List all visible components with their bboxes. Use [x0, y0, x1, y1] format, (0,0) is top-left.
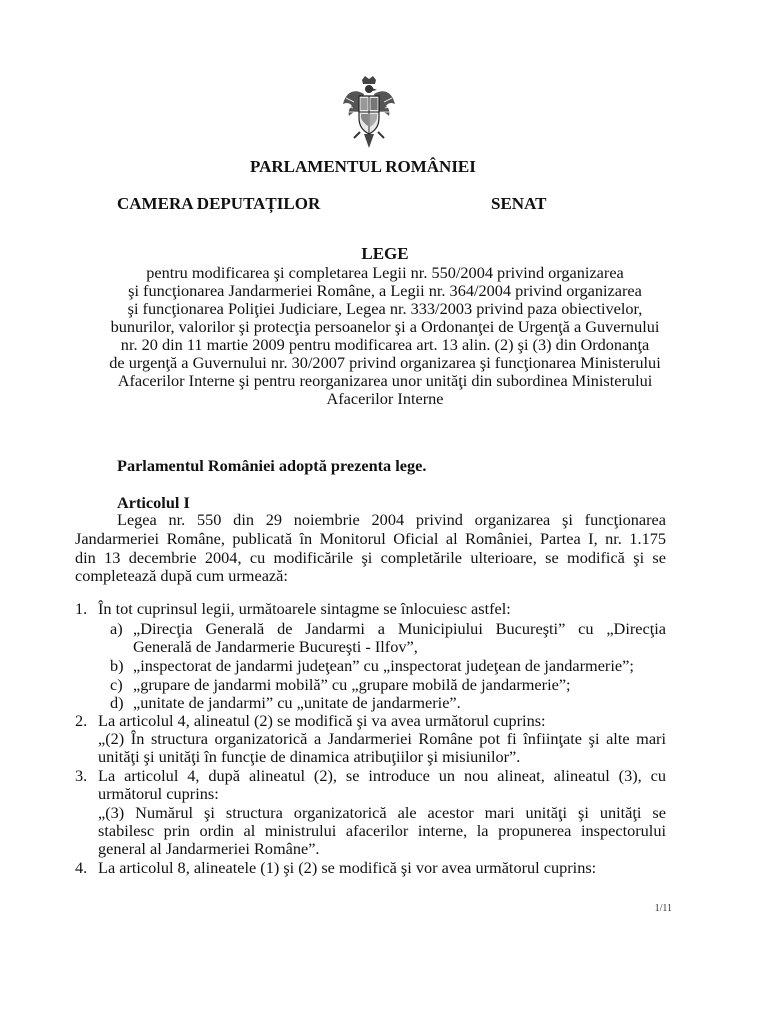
- article-intro-line: Jandarmeriei Române, publicată în Monitorul Oficial al României, Partea I, nr. 1.175: [75, 529, 666, 548]
- sub-item-letter: a): [110, 619, 123, 638]
- adoption-statement: Parlamentul României adoptă prezenta lege.: [117, 456, 427, 475]
- sub-item-text: „unitate de jandarmi” cu „unitate de jandarmerie”.: [133, 693, 461, 712]
- sub-item-text: Generală de Jandarmerie Bucureşti - Ilfov”,: [133, 637, 418, 656]
- list-item-text: La articolul 8, alineatele (1) şi (2) se modifică şi vor avea următorul cuprins:: [98, 858, 597, 877]
- law-title-line: şi funcţionarea Jandarmeriei Române, a Legii nr. 364/2004 privind organizarea: [128, 281, 642, 300]
- law-heading: LEGE: [361, 244, 409, 263]
- law-title-line: nr. 20 din 11 martie 2009 pentru modificarea art. 13 alin. (2) şi (3) din Ordonanţa: [120, 335, 650, 354]
- article-heading: Articolul I: [117, 493, 190, 512]
- article-intro-line: completează după cum urmează:: [75, 566, 288, 585]
- law-title-line: Afacerilor Interne şi pentru reorganizarea unor unităţi din subordinea Ministerului: [117, 371, 653, 390]
- quoted-text: „(2) În structura organizatorică a Jandarmeriei Române pot fi înfiinţate şi alte mari: [98, 729, 666, 748]
- law-title-line: bunurilor, valorilor şi protecţia persoanelor şi a Ordonanţei de Urgenţă a Guvernului: [110, 317, 660, 336]
- list-item-number: 4.: [75, 858, 88, 877]
- list-item-number: 2.: [75, 711, 88, 730]
- article-intro-line: din 13 decembrie 2004, cu modificările şi completările ulterioare, se modifică şi se: [75, 548, 666, 567]
- quoted-text: „(3) Numărul şi structura organizatorică ale acestor mari unităţi şi unităţi se: [98, 803, 666, 822]
- quoted-text: stabilesc prin ordin al ministrului afacerilor interne, la propunerea inspectorului: [98, 821, 666, 840]
- list-item-text: La articolul 4, după alineatul (2), se introduce un nou alineat, alineatul (3), cu: [98, 766, 666, 785]
- list-item-text: La articolul 4, alineatul (2) se modifică şi va avea următorul cuprins:: [98, 711, 546, 730]
- sub-item-letter: c): [110, 675, 123, 694]
- sub-item-letter: b): [110, 656, 124, 675]
- law-title-line: de urgenţă a Guvernului nr. 30/2007 privind organizarea şi funcţionarea Ministerului: [109, 353, 661, 372]
- sub-item-text: „grupare de jandarmi mobilă” cu „grupare mobilă de jandarmerie”;: [133, 675, 571, 694]
- article-intro-line: Legea nr. 550 din 29 noiembrie 2004 privind organizarea şi funcţionarea: [117, 510, 666, 529]
- law-title-line: pentru modificarea şi completarea Legii nr. 550/2004 privind organizarea: [146, 263, 624, 282]
- quoted-text: general al Jandarmeriei Române”.: [98, 839, 320, 858]
- page-number: 1/11: [654, 903, 672, 914]
- sub-item-text: „Direcţia Generală de Jandarmi a Municipiului Bucureşti” cu „Direcţia: [133, 619, 666, 638]
- sub-item-text: „inspectorat de jandarmi judeţean” cu „inspectorat judeţean de jandarmerie”;: [133, 656, 634, 675]
- list-item-text: următorul cuprins:: [98, 784, 219, 803]
- list-item-number: 3.: [75, 766, 88, 785]
- list-item-number: 1.: [75, 599, 88, 618]
- chamber-deputies-label: CAMERA DEPUTAȚILOR: [117, 194, 321, 213]
- law-title-line: şi funcţionarea Poliţiei Judiciare, Legea nr. 333/2003 privind paza obiectivelor,: [127, 299, 643, 318]
- sub-item-letter: d): [110, 693, 124, 712]
- quoted-text: unităţi şi unităţi în funcţie de dinamica atribuţiilor şi misiunilor”.: [98, 747, 521, 766]
- list-item-text: În tot cuprinsul legii, următoarele sintagme se înlocuiesc astfel:: [98, 599, 511, 618]
- senate-label: SENAT: [491, 194, 547, 213]
- romania-coat-of-arms-icon: [340, 74, 398, 154]
- law-title-block: [60, 245, 710, 408]
- parliament-title: PARLAMENTUL ROMÂNIEI: [250, 157, 476, 176]
- law-title-line: Afacerilor Interne: [326, 389, 444, 408]
